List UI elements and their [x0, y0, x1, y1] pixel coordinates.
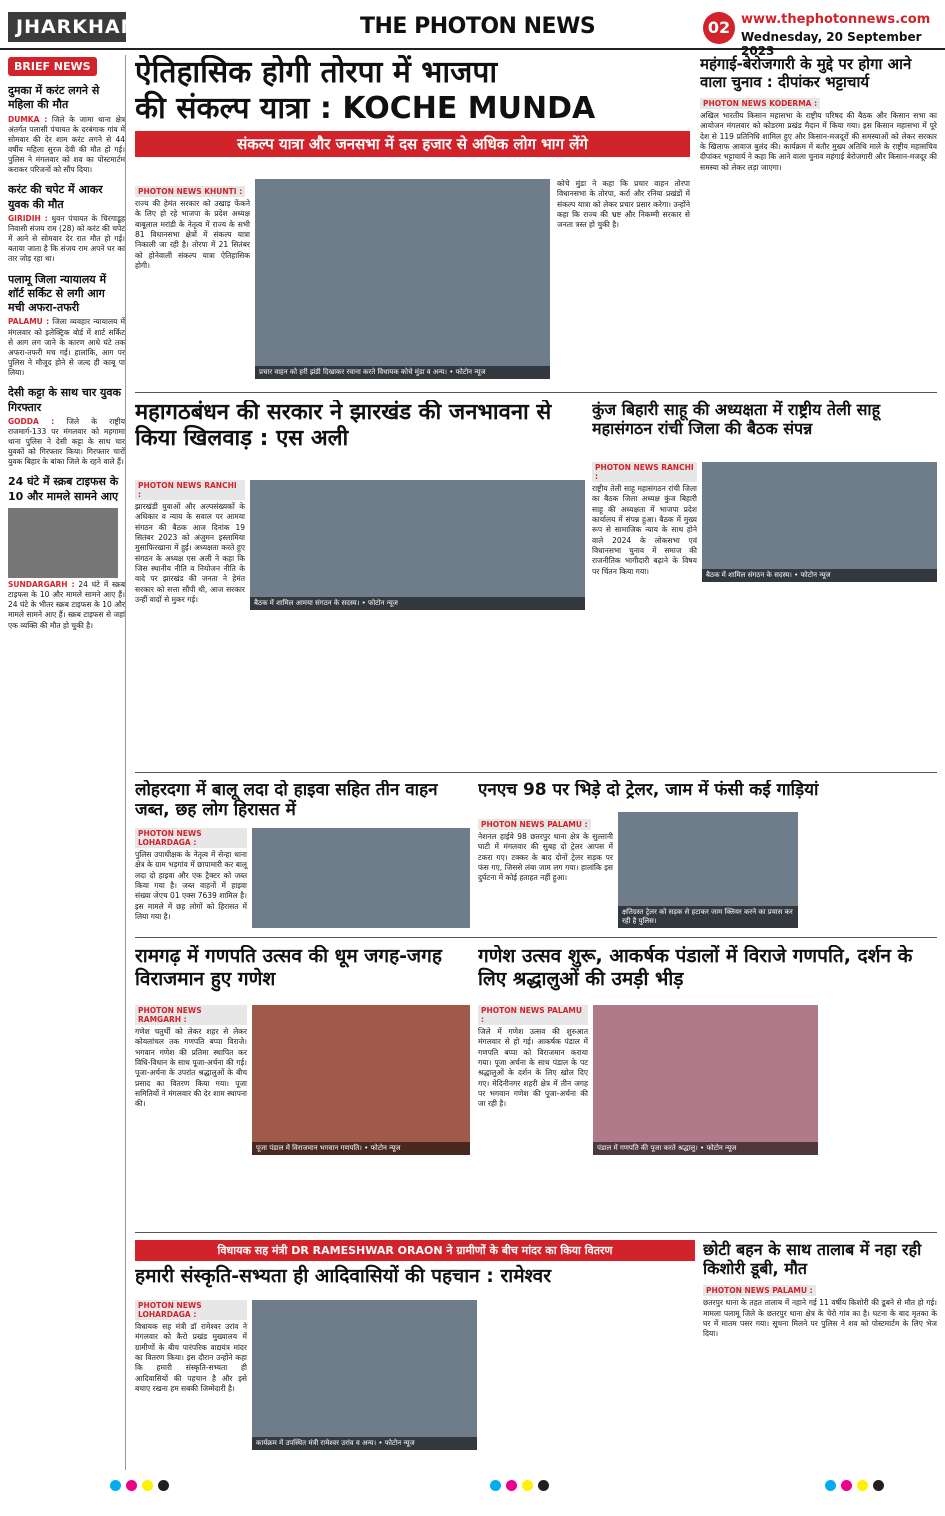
- dateline: PHOTON NEWS KODERMA :: [700, 98, 820, 109]
- article-body: विधायक सह मंत्री डॉ रामेश्वर उरांव ने मंगलवार को कैरो प्रखंड मुख्यालय में ग्रामीणों के बीच पारंपरिक वाद्ययंत्र मांदर का वितरण किया। इस दौरान उन्होंने कहा कि हमारी संस्कृति-सभ्यता ही आदिवासियों की पहचान है और इसे बचाए रखना हम सबकी जिम्मेदारी है।: [135, 1322, 247, 1394]
- paper-name: THE PHOTON NEWS: [360, 14, 596, 39]
- dateline: PHOTON NEWS LOHARDAGA :: [135, 1300, 247, 1320]
- ramgarh-article: [135, 945, 470, 1225]
- brief-item: [8, 386, 125, 467]
- registration-dot: [490, 1480, 501, 1491]
- article-headline: रामगढ़ में गणपति उत्सव की धूम जगह-जगह विराजमान हुए गणेश: [135, 945, 442, 990]
- article-photo: [702, 462, 937, 582]
- article-photo: [252, 1005, 470, 1155]
- photo-caption: क्षतिग्रस्त ट्रेलर को सड़क से हटाकर जाम क्लियर करने का प्रयास कर रही है पुलिस।: [618, 906, 798, 928]
- brief-dateline: DUMKA :: [8, 114, 48, 124]
- article-photo: [252, 1300, 477, 1450]
- brief-news-label: BRIEF NEWS: [8, 57, 97, 76]
- photo-caption: कार्यक्रम में उपस्थित मंत्री रामेश्वर उरांव व अन्य। • फोटोन न्यूज: [252, 1437, 477, 1450]
- nh98-article: [478, 780, 937, 930]
- article-photo: [250, 480, 585, 610]
- brief-headline: दुमका में करंट लगने से महिला की मौत: [8, 84, 100, 112]
- brief-dateline: PALAMU :: [8, 317, 50, 327]
- koderma-article: [700, 55, 937, 385]
- lead-subheadline-band: संकल्प यात्रा और जनसभा में दस हजार से अधिक लोग भाग लेंगे: [135, 131, 690, 157]
- article-body: राज्य की हेमंत सरकार को उखाड़ फेंकने के लिए हो रहे भाजपा के प्रदेश अध्यक्ष बाबूलाल मरांडी के नेतृत्व में राज्य के सभी 81 विधानसभा क्षेत्रों में संकल्प यात्रा निकाली जा रही है। तोरपा में 21 सितंबर को होनेवाली संकल्प यात्रा ऐतिहासिक होगी।: [135, 199, 250, 271]
- article-body: राष्ट्रीय तेली साहू महासंगठन रांची जिला का बैठक जिला अध्यक्ष कुंज बिहारी साहू की अध्यक्षता में भाजपा प्रदेश कार्यालय में संपन्न हुआ। बैठक में मुख्य रूप से सामाजिक न्याय के साथ होने वाले 2024 के लोकसभा एवं विधानसभा चुनाव में समाज की राजनीतिक भागीदारी बढ़ाने के विषय पर चिंतन किया गया।: [592, 484, 697, 576]
- issue-date: Wednesday, 20 September 2023: [741, 30, 922, 58]
- registration-dot: [841, 1480, 852, 1491]
- brief-photo: [8, 508, 118, 578]
- dateline: PHOTON NEWS PALAMU :: [478, 1005, 588, 1025]
- article-headline: महागठबंधन की सरकार ने झारखंड की जनभावना से किया खिलवाड़ : एस अली: [135, 400, 552, 452]
- photo-caption: पूजा पंडाल में विराजमान भगवान गणपति। • फोटोन न्यूज: [252, 1142, 470, 1155]
- article-photo: [252, 828, 470, 928]
- divider: [135, 1232, 937, 1233]
- brief-headline: पलामू जिला न्यायालय में शॉर्ट सर्किट से लगी आग मची अफरा-तफरी: [8, 272, 107, 315]
- masthead: [0, 0, 945, 58]
- registration-dot: [142, 1480, 153, 1491]
- article-body: जिले में गणेश उत्सव की शुरुआत मंगलवार से हो गई। आकर्षक पंडाल में गणपति बप्पा को विराजमान कराया गया। पूजा अर्चना के साथ पंडाल के पट श्रद्धालुओं के दर्शन के लिए खोल दिए गए। मेदिनीनगर शहरी क्षेत्र में तीन जगह पर भगवान गणेश की पूजा-अर्चना की जा रही है।: [478, 1027, 588, 1109]
- photo-caption: बैठक में शामिल आमया संगठन के सदस्य। • फोटोन न्यूज: [250, 597, 585, 610]
- photo-caption: प्रचार वाहन को हरी झंडी दिखाकर रवाना करते विधायक कोचे मुंडा व अन्य। • फोटोन न्यूज: [255, 366, 550, 379]
- dateline: PHOTON NEWS KHUNTI :: [135, 186, 245, 197]
- registration-dot: [158, 1480, 169, 1491]
- registration-dot: [506, 1480, 517, 1491]
- oraon-article: [135, 1240, 695, 1472]
- brief-text: जिला व्यवहार न्यायालय में मंगलवार को इलेक्ट्रिक बोर्ड में शार्ट सर्किट से आग लग जाने के कारण आधे घंटे तक अफरा-तफरी मच गई। हालांकि, आग पर पुलिस ने मौजूद होने से जल्द ही काबू पा लिया।: [8, 317, 125, 378]
- brief-item: [8, 273, 125, 379]
- dateline: PHOTON NEWS RAMGARH :: [135, 1005, 247, 1025]
- lohardaga-article: [135, 780, 470, 930]
- dateline: PHOTON NEWS LOHARDAGA :: [135, 828, 247, 848]
- brief-text: जिले के जामा थाना क्षेत्र अंतर्गत पलासी पंचायत के दरबंगाक गांव में सोमवार की देर शाम करंट लगने से 44 वर्षीय महिला सुरज देवी की मौत हो गई। पुलिस ने मंगलवार को शव का पोस्टमार्टम कराकर परिजनों को सौंप दिया।: [8, 114, 125, 175]
- dateline: PHOTON NEWS PALAMU :: [478, 819, 591, 830]
- article-headline: छोटी बहन के साथ तालाब में नहा रही किशोरी डूबी, मौत: [703, 1240, 922, 1279]
- brief-news-column: [8, 55, 126, 1470]
- article-body: अखिल भारतीय किसान महासभा के राष्ट्रीय परिषद की बैठक और किसान सभा का आयोजन मंगलवार को कोडरमा प्रखंड मैदान में किया गया। इस किसान महासभा में पूरे देश से 119 प्रतिनिधि शामिल हुए और किसान-मजदूरों की समस्याओं को लेकर सरकार के खिलाफ आवाज बुलंद की। कार्यक्रम में बतौर मुख्य अतिथि माले के राष्ट्रीय महासचिव दीपांकर भट्टाचार्य ने कहा कि आने वाला चुनाव महंगाई बेरोजगारी और किसान-मजदूर की समस्या को लेकर लड़ा जाएगा।: [700, 111, 937, 172]
- ranchi-ali-article: [135, 400, 585, 765]
- brief-text: जिले के राष्ट्रीय राजमार्ग-133 पर मंगलवार को महगामा थाना पुलिस ने देसी कट्टा के साथ चार युवकों को गिरफ्तार किया। गिरफ्तार चारों युवक बिहार के बांका जिले के रहने वाले हैं।: [8, 416, 125, 467]
- article-body: गणेश चतुर्थी को लेकर शहर से लेकर कोयलांचल तक गणपति बप्पा विराजे। भगवान गणेश की प्रतिमा स्थापित कर विधि-विधान के साथ पूजा-अर्चना की गई। पूजा-अर्चना के उपरांत श्रद्धालुओं के बीच प्रसाद का वितरण किया गया। पूजा समितियों ने मंगलवार की देर शाम स्थापना की।: [135, 1027, 247, 1109]
- article-photo: [593, 1005, 818, 1155]
- brief-item: [8, 183, 125, 264]
- lead-headline-line-2: की संकल्प यात्रा : KOCHE MUNDA: [135, 91, 596, 126]
- brief-item: [8, 475, 125, 630]
- brief-dateline: GODDA :: [8, 416, 55, 426]
- article-body: झारखंडी युवाओं और अल्पसंख्यकों के अधिकार व न्याय के सवाल पर आमया संगठन की बैठक आज दिनांक 19 सितंबर 2023 को अंजुमन इस्लामिया मुसाफिरखाना में हुई। अध्यक्षता करते हुए संगठन के अध्यक्ष एस अली ने कहा कि जिस स्थानीय नीति व नियोजन नीति के वादे पर झारखंड की जनता ने हेमंत सरकार को सत्ता सौंपी थी, आज सरकार उन्हीं वादों से मुकर गई।: [135, 502, 245, 605]
- divider: [135, 937, 937, 938]
- registration-marks: [0, 1480, 945, 1494]
- divider: [135, 772, 937, 773]
- photo-caption: बैठक में शामिल संगठन के सदस्य। • फोटोन न्यूज: [702, 569, 937, 582]
- article-body-continued: कोचे मुंडा ने कहा कि प्रचार वाहन तोरपा विधानसभा के तोरपा, कर्रा और रनिया प्रखंडों में संकल्प यात्रा को लेकर प्रचार प्रसार करेगा। उन्होंने कहा कि राज्य की भ्रष्ट और निकम्मी सरकार से जनता त्रस्त हो चुकी है।: [557, 179, 690, 230]
- dateline: PHOTON NEWS PALAMU :: [703, 1285, 816, 1296]
- article-body: पुलिस उपाधीक्षक के नेतृत्व में सेन्हा थाना क्षेत्र के ग्राम भड़गांव में छापामारी कर बालू लदा दो हाइवा और एक ट्रैक्टर को जब्त किया गया है। जब्त वाहनों में हाइवा संख्या जेएच 01 एक्स 7639 शामिल है। इस मामले में छह लोगों को हिरासत में लिया गया है।: [135, 850, 247, 922]
- site-url[interactable]: www.thephotonnews.com: [741, 12, 931, 27]
- lead-headline-line-1: ऐतिहासिक होगी तोरपा में भाजपा: [135, 55, 498, 90]
- registration-dot: [873, 1480, 884, 1491]
- registration-dot: [538, 1480, 549, 1491]
- brief-headline: देसी कट्टा के साथ चार युवक गिरफ्तार: [8, 386, 121, 414]
- article-body: नेशनल हाईवे 98 छतरपुर थाना क्षेत्र के सुल्तानी घाटी में मंगलवार की सुबह दो ट्रेलर आपस में टकरा गए। टक्कर के बाद दोनों ट्रेलर सड़क पर फंस गए, जिससे लंबा जाम लग गया। हालांकि इस दुर्घटना में कोई हताहत नहीं हुआ।: [478, 832, 613, 883]
- registration-dot: [522, 1480, 533, 1491]
- registration-dot: [110, 1480, 121, 1491]
- divider: [135, 392, 937, 393]
- registration-dot: [825, 1480, 836, 1491]
- brief-item: [8, 84, 125, 175]
- article-photo: [618, 812, 798, 928]
- brief-text: 24 घंटे में स्क्रब टाइफस के 10 और मामले सामने आए हैं। 24 घंटे के भीतर स्क्रब टाइफस के 10 और मामले सामने आए हैं। स्क्रब टाइफस से जहां एक व्यक्ति की मौत हो चुकी है।: [8, 580, 125, 630]
- article-body: छतरपुर थाना के तहत तालाब में नहाने गई 11 वर्षीय किशोरी की डूबने से मौत हो गई। मामला पलामू जिले के छतरपुर थाना क्षेत्र के चेरो गांव का है। घटना के बाद मृतका के घर में मातम पसर गया। सूचना मिलने पर पुलिस ने शव को पोस्टमार्टम के लिए भेज दिया।: [703, 1298, 937, 1339]
- article-headline: गणेश उत्सव शुरू, आकर्षक पंडालों में विराजे गणपति, दर्शन के लिए श्रद्धालुओं की उमड़ी भीड़: [478, 945, 913, 990]
- brief-headline: 24 घंटे में स्क्रब टाइफस के 10 और मामले सामने आए: [8, 475, 119, 503]
- lead-article: [135, 55, 690, 385]
- section-tag: JHARKHAND: [8, 12, 126, 42]
- dateline: PHOTON NEWS RANCHI :: [135, 480, 245, 500]
- article-kicker-band: विधायक सह मंत्री DR RAMESHWAR ORAON ने ग्रामीणों के बीच मांदर का किया वितरण: [135, 1240, 695, 1261]
- brief-dateline: SUNDARGARH :: [8, 580, 75, 590]
- brief-headline: करंट की चपेट में आकर युवक की मौत: [8, 183, 103, 211]
- drowning-article: [703, 1240, 937, 1472]
- dateline: PHOTON NEWS RANCHI :: [592, 462, 697, 482]
- photo-caption: पंडाल में गणपति की पूजा करते श्रद्धालु। • फोटोन न्यूज: [593, 1142, 818, 1155]
- article-headline: महंगाई-बेरोजगारी के मुद्दे पर होगा आने वाला चुनाव : दीपांकर भट्टाचार्य: [700, 55, 912, 91]
- brief-dateline: GIRIDIH :: [8, 213, 48, 223]
- article-headline: लोहरदगा में बालू लदा दो हाइवा सहित तीन वाहन जब्त, छह लोग हिरासत में: [135, 780, 438, 821]
- registration-dot: [857, 1480, 868, 1491]
- lead-photo: [255, 179, 550, 379]
- teli-article: [592, 400, 937, 765]
- brief-text: धुवन पंचायत के चिरगाडूह निवासी संजय राम (28) को करंट की चपेट में आने से सोमवार देर रात मौत हो गई। बताया जाता है कि संजय राम अपने घर का तार जोड़ रहा था।: [8, 213, 125, 264]
- article-headline: हमारी संस्कृति-सभ्यता ही आदिवासियों की पहचान : रामेश्वर: [135, 1265, 551, 1287]
- article-headline: एनएच 98 पर भिड़े दो ट्रेलर, जाम में फंसी कई गाड़ियां: [478, 780, 819, 800]
- registration-dot: [126, 1480, 137, 1491]
- page-number: 02: [703, 12, 735, 44]
- palamu-ganesh-article: [478, 945, 937, 1225]
- article-headline: कुंज बिहारी साहू की अध्यक्षता में राष्ट्रीय तेली साहू महासंगठन रांची जिला की बैठक संपन्न: [592, 400, 881, 439]
